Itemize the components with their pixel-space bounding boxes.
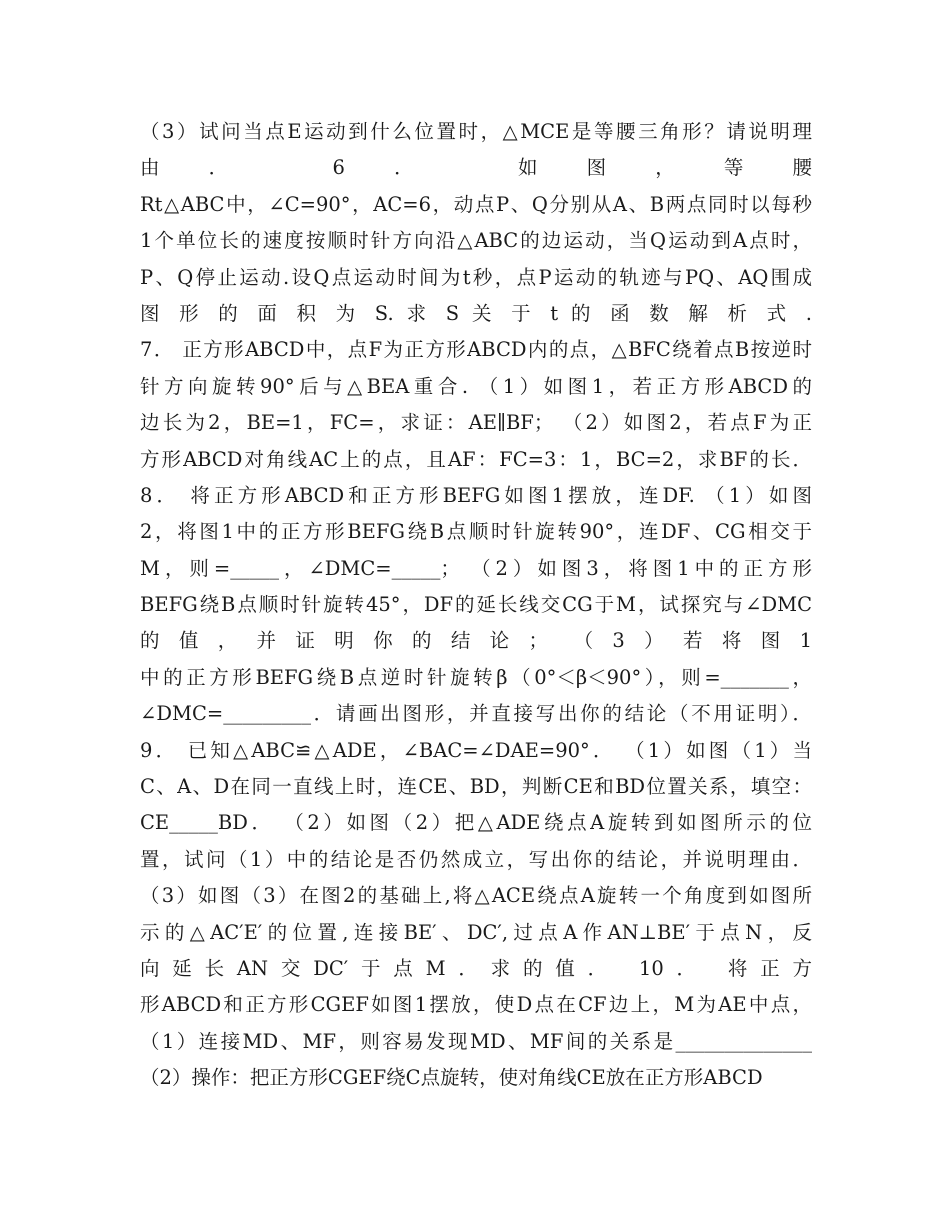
text-line: 8． 将正方形ABCD和正方形BEFG如图1摆放，连DF. （1）如图 xyxy=(140,483,812,507)
text-line: （1）连接MD、MF，则容易发现MD、MF间的关系是______________ xyxy=(140,1029,812,1053)
text-line: C、A、D在同一直线上时，连CE、BD，判断CE和BD位置关系，填空： xyxy=(140,775,812,799)
text-line: 7． 正方形ABCD中，点F为正方形ABCD内的点，△BFC绕着点B按逆时 xyxy=(140,338,812,362)
text-line: Rt△ABC中，∠C=90°，AC=6，动点P、Q分别从A、B两点同时以每秒 xyxy=(140,192,812,216)
text-line: 置，试问（1）中的结论是否仍然成立，写出你的结论，并说明理由． xyxy=(140,847,812,871)
text-line: 图 形 的 面 积 为 S. 求 S 关 于 t 的 函 数 解 析 式 . xyxy=(140,301,812,325)
text-line: 的值，并证明你的结论； （3）若将图1 xyxy=(140,629,812,653)
text-line: P、Q停止运动.设Q点运动时间为t秒，点P运动的轨迹与PQ、AQ围成 xyxy=(140,265,812,289)
text-line: 边长为2，BE=1，FC=，求证：AE∥BF； （2）如图2，若点F为正 xyxy=(140,411,812,435)
text-line: 示的△AC′E′的位置,连接BE′、DC′,过点A作AN⊥BE′于点N，反 xyxy=(140,920,812,944)
text-line: 9． 已知△ABC≌△ADE，∠BAC=∠DAE=90°． （1）如图（1）当 xyxy=(140,738,812,762)
text-line: 向延长AN交DC′于点M．求的值． 10． 将正方 xyxy=(140,956,812,980)
text-line: 中的正方形BEFG绕B点逆时针旋转β（0°＜β＜90°），则=_______， xyxy=(140,665,812,689)
text-line: 针方向旋转90°后与△BEA重合. （1）如图1，若正方形ABCD的 xyxy=(140,374,812,398)
text-line: CE_____BD． （2）如图（2）把△ADE绕点A旋转到如图所示的位 xyxy=(140,811,812,835)
text-line: M，则=_____，∠DMC=_____； （2）如图3，将图1中的正方形 xyxy=(140,556,812,580)
text-line: BEFG绕B点顺时针旋转45°，DF的延长线交CG于M，试探究与∠DMC xyxy=(140,593,812,617)
text-line: （3）试问当点E运动到什么位置时，△MCE是等腰三角形？请说明理 xyxy=(140,120,812,143)
text-line: 形ABCD和正方形CGEF如图1摆放，使D点在CF边上，M为AE中点， xyxy=(140,993,812,1017)
text-line: 2，将图1中的正方形BEFG绕B点顺时针旋转90°，连DF、CG相交于 xyxy=(140,520,812,544)
text-line: （3）如图（3）在图2的基础上,将△ACE绕点A旋转一个角度到如图所 xyxy=(140,884,812,908)
text-line: 由． 6． 如图，等腰 xyxy=(140,156,812,180)
text-line: 1个单位长的速度按顺时针方向沿△ABC的边运动，当Q运动到A点时， xyxy=(140,229,812,253)
text-line: 方形ABCD对角线AC上的点，且AF：FC=3：1，BC=2，求BF的长． xyxy=(140,447,812,471)
text-line: ∠DMC=_________．请画出图形，并直接写出你的结论（不用证明）． xyxy=(140,702,812,726)
document-body xyxy=(140,114,812,1097)
text-line: （2）操作：把正方形CGEF绕C点旋转，使对角线CE放在正方形ABCD xyxy=(140,1066,763,1090)
